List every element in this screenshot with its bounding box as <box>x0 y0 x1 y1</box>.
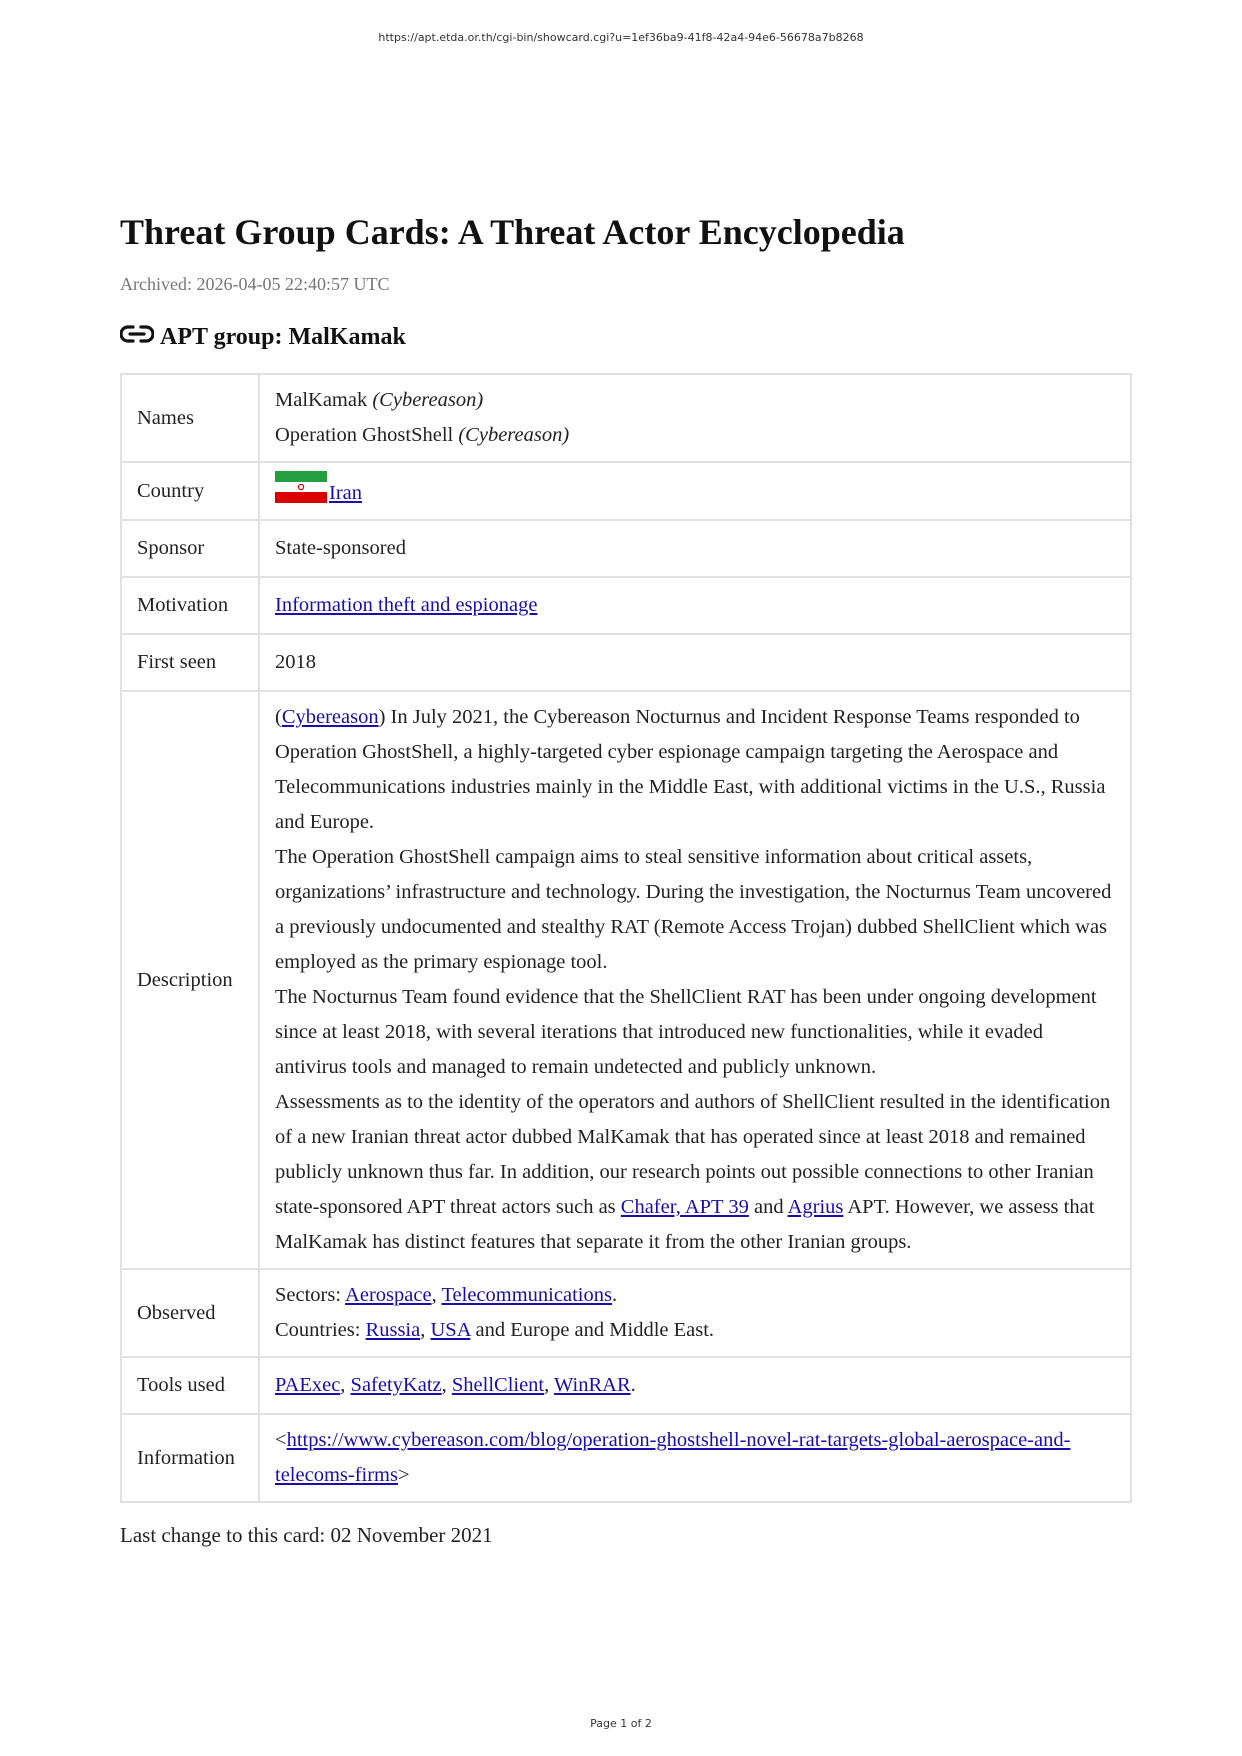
description-text: APT. However, we assess that MalKamak has distinct features that separate it from the other Iranian groups. <box>275 1196 1095 1253</box>
description-paragraph: The Nocturnus Team found evidence that the ShellClient RAT has been under ongoing development since at least 2018, with several iterations that introduced new functionalities, while it evaded antivirus tools and managed to remain undetected and publicly unknown. <box>275 986 1097 1078</box>
paren-open: ( <box>275 706 282 728</box>
angle-open: < <box>275 1429 287 1451</box>
motivation-link[interactable]: Information theft and espionage <box>275 594 538 616</box>
observed-value <box>259 1269 1131 1357</box>
separator: , <box>441 1374 452 1396</box>
name-entry <box>275 383 1115 418</box>
sponsor-value: State-sponsored <box>259 520 1131 577</box>
row-observed <box>121 1269 1131 1357</box>
period: . <box>611 1284 618 1306</box>
row-information <box>121 1414 1131 1502</box>
name-source: (Cybereason) <box>458 424 570 446</box>
row-first-seen <box>121 634 1131 691</box>
motivation-value <box>259 577 1131 634</box>
separator: , <box>431 1284 442 1306</box>
tools-label: Tools used <box>121 1357 259 1414</box>
apt-group-name: APT group: MalKamak <box>160 324 406 350</box>
country-link-usa[interactable]: USA <box>430 1319 471 1341</box>
page-title: Threat Group Cards: A Threat Actor Encyclopedia <box>120 212 905 252</box>
sponsor-label: Sponsor <box>121 520 259 577</box>
row-country <box>121 462 1131 520</box>
first-seen-value: 2018 <box>259 634 1131 691</box>
name-text: Operation GhostShell <box>275 424 454 446</box>
countries-suffix: and Europe and Middle East. <box>470 1319 715 1341</box>
name-text: MalKamak <box>275 389 368 411</box>
names-value <box>259 374 1131 462</box>
separator: , <box>340 1374 351 1396</box>
description-text: ) In July 2021, the Cybereason Nocturnus and Incident Response Teams responded to Operation GhostShell, a highly-targeted cyber espionage campaign targeting the Aerospace and Telecommunications industries mainly in the Middle East, with additional victims in the U.S., Russia and Europe. <box>275 706 1106 833</box>
first-seen-label: First seen <box>121 634 259 691</box>
description-paragraph: The Operation GhostShell campaign aims to steal sensitive information about critical assets, organizations’ infrastructure and technology. During the investigation, the Nocturnus Team uncovered a previously undocumented and stealthy RAT (Remote Access Trojan) dubbed ShellClient which was employed as the primary espionage tool. <box>275 846 1112 973</box>
description-text: Assessments as to the identity of the operators and authors of ShellClient resulted in the identification of a new Iranian threat actor dubbed MalKamak that has operated since at least 2018 and remained publicly unknown thus far. In addition, our research points out possible connections to other Iranian state-sponsored APT threat actors such as <box>275 1091 1111 1218</box>
row-names <box>121 374 1131 462</box>
card-content <box>120 210 1132 1548</box>
separator: , <box>544 1374 555 1396</box>
row-description <box>121 691 1131 1269</box>
link-icon[interactable] <box>120 324 160 351</box>
country-value <box>259 462 1131 520</box>
description-text: and <box>748 1196 788 1218</box>
page-number: Page 1 of 2 <box>590 1717 652 1730</box>
observed-label: Observed <box>121 1269 259 1357</box>
last-change-note: Last change to this card: 02 November 2021 <box>120 1523 493 1547</box>
information-value <box>259 1414 1131 1502</box>
observed-countries <box>275 1313 1115 1348</box>
iran-flag-icon <box>275 471 327 503</box>
tool-link-paexec[interactable]: PAExec <box>275 1374 341 1396</box>
information-link[interactable]: https://www.cybereason.com/blog/operation-ghostshell-novel-rat-targets-global-aerospace-and-telecoms-firms <box>275 1429 1071 1486</box>
name-entry <box>275 418 1115 453</box>
chafer-apt39-link[interactable]: Chafer, APT 39 <box>620 1196 749 1218</box>
tools-value <box>259 1357 1131 1414</box>
description-label: Description <box>121 691 259 1269</box>
country-link-russia[interactable]: Russia <box>365 1319 421 1341</box>
information-label: Information <box>121 1414 259 1502</box>
cybereason-link[interactable]: Cybereason <box>281 706 379 728</box>
archived-timestamp: Archived: 2026-04-05 22:40:57 UTC <box>120 274 390 294</box>
page-url-header: https://apt.etda.or.th/cgi-bin/showcard.cgi?u=1ef36ba9-41f8-42a4-94e6-56678a7b8268 <box>378 31 864 44</box>
period: . <box>630 1374 636 1396</box>
sectors-prefix: Sectors: <box>275 1284 346 1306</box>
tool-link-safetykatz[interactable]: SafetyKatz <box>350 1374 442 1396</box>
threat-card-table <box>120 373 1132 1503</box>
countries-prefix: Countries: <box>275 1319 366 1341</box>
names-label: Names <box>121 374 259 462</box>
name-source: (Cybereason) <box>372 389 484 411</box>
sector-link-aerospace[interactable]: Aerospace <box>345 1284 432 1306</box>
country-link[interactable] <box>275 482 362 504</box>
description-paragraph <box>275 700 1115 840</box>
row-motivation <box>121 577 1131 634</box>
description-paragraph <box>275 1085 1115 1260</box>
row-tools <box>121 1357 1131 1414</box>
tool-link-shellclient[interactable]: ShellClient <box>451 1374 545 1396</box>
agrius-link[interactable]: Agrius <box>787 1196 844 1218</box>
angle-close: > <box>397 1464 410 1486</box>
motivation-label: Motivation <box>121 577 259 634</box>
description-value <box>259 691 1131 1269</box>
tool-link-winrar[interactable]: WinRAR <box>554 1374 631 1396</box>
country-name: Iran <box>329 482 363 504</box>
observed-sectors <box>275 1278 1115 1313</box>
row-sponsor <box>121 520 1131 577</box>
separator: , <box>420 1319 431 1341</box>
apt-group-heading <box>120 324 1132 351</box>
country-label: Country <box>121 462 259 520</box>
sector-link-telecommunications[interactable]: Telecommunications <box>441 1284 612 1306</box>
